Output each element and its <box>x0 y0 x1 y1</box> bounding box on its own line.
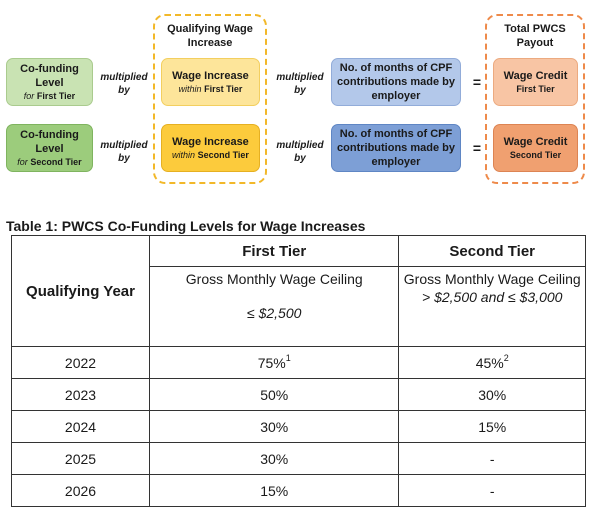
cofunding-level-first-tier-box <box>6 58 93 106</box>
ceiling-label: Gross Monthly Wage Ceiling <box>185 271 363 287</box>
first-tier-value: 30% <box>260 450 289 467</box>
qualifying-wage-increase-header: Qualifying Wage Increase <box>167 23 253 49</box>
wage-credit-label: Wage Credit <box>503 136 568 148</box>
year-cell: 2024 <box>12 411 150 443</box>
year-cell: 2025 <box>12 443 150 475</box>
year-cell: 2022 <box>12 347 150 379</box>
multiplied-by-label: multiplied by <box>276 140 324 164</box>
second-tier-value-cell <box>399 347 586 379</box>
first-tier-value: 15% <box>260 482 289 499</box>
multiplied-by-label: multiplied by <box>276 72 324 96</box>
wage-increase-first-tier-box <box>161 58 260 106</box>
cpf-months-box-1: No. of months of CPF contributions made by employer <box>331 58 461 106</box>
cofunding-levels-table <box>11 235 586 507</box>
table-title: Table 1: PWCS Co-Funding Levels for Wage Increases <box>6 218 366 234</box>
multiplied-by-label: multiplied by <box>100 140 148 164</box>
footnote-marker: 2 <box>503 352 509 363</box>
wage-increase-sub: within First Tier <box>178 84 243 94</box>
first-tier-value: 30% <box>260 418 289 435</box>
table-row <box>12 411 586 443</box>
wage-credit-label: Wage Credit <box>503 70 568 82</box>
second-tier-value: 45% <box>475 354 504 371</box>
table-row <box>12 347 586 379</box>
cofunding-label: Co-funding Level <box>20 129 79 155</box>
wage-credit-sub: Second Tier <box>509 150 562 160</box>
first-tier-value-cell <box>150 379 399 411</box>
ceiling-value: > $2,500 and ≤ $3,000 <box>422 289 563 305</box>
qualifying-year-header: Qualifying Year <box>12 236 150 347</box>
first-tier-value: 75% <box>257 354 286 371</box>
table-row <box>12 443 586 475</box>
second-tier-value: - <box>489 482 495 499</box>
second-tier-ceiling-cell <box>399 267 586 347</box>
first-tier-value-cell <box>150 475 399 507</box>
second-tier-value-cell <box>399 475 586 507</box>
equals-sign: = <box>472 140 482 156</box>
multiplied-by-label: multiplied by <box>100 72 148 96</box>
wage-increase-sub: within Second Tier <box>172 150 249 160</box>
equals-sign: = <box>472 74 482 90</box>
wage-increase-label: Wage Increase <box>172 136 249 148</box>
table-row <box>12 475 586 507</box>
second-tier-value: 15% <box>478 418 507 435</box>
year-cell: 2026 <box>12 475 150 507</box>
wage-credit-sub: First Tier <box>516 84 555 94</box>
first-tier-ceiling-cell <box>150 267 399 347</box>
wage-credit-first-tier-box <box>493 58 578 106</box>
second-tier-value-cell <box>399 379 586 411</box>
first-tier-value-cell <box>150 347 399 379</box>
first-tier-value-cell <box>150 443 399 475</box>
wage-credit-second-tier-box <box>493 124 578 172</box>
first-tier-value-cell <box>150 411 399 443</box>
second-tier-value-cell <box>399 411 586 443</box>
pwcs-formula-diagram <box>0 0 593 200</box>
cofunding-label: Co-funding Level <box>20 63 79 89</box>
wage-increase-label: Wage Increase <box>172 70 249 82</box>
ceiling-value: ≤ $2,500 <box>247 305 302 321</box>
second-tier-header: Second Tier <box>399 236 586 267</box>
second-tier-value: - <box>489 450 495 467</box>
second-tier-value: 30% <box>478 386 507 403</box>
cofunding-level-second-tier-box <box>6 124 93 172</box>
cofunding-sub: for First Tier <box>23 91 76 101</box>
total-payout-header: Total PWCS Payout <box>504 23 566 49</box>
second-tier-value-cell <box>399 443 586 475</box>
cpf-months-box-2: No. of months of CPF contributions made by employer <box>331 124 461 172</box>
year-cell: 2023 <box>12 379 150 411</box>
first-tier-value: 50% <box>260 386 289 403</box>
wage-increase-second-tier-box <box>161 124 260 172</box>
table-row <box>12 379 586 411</box>
first-tier-header: First Tier <box>150 236 399 267</box>
ceiling-label: Gross Monthly Wage Ceiling <box>403 271 581 287</box>
cofunding-sub: for Second Tier <box>17 157 82 167</box>
footnote-marker: 1 <box>285 352 291 363</box>
